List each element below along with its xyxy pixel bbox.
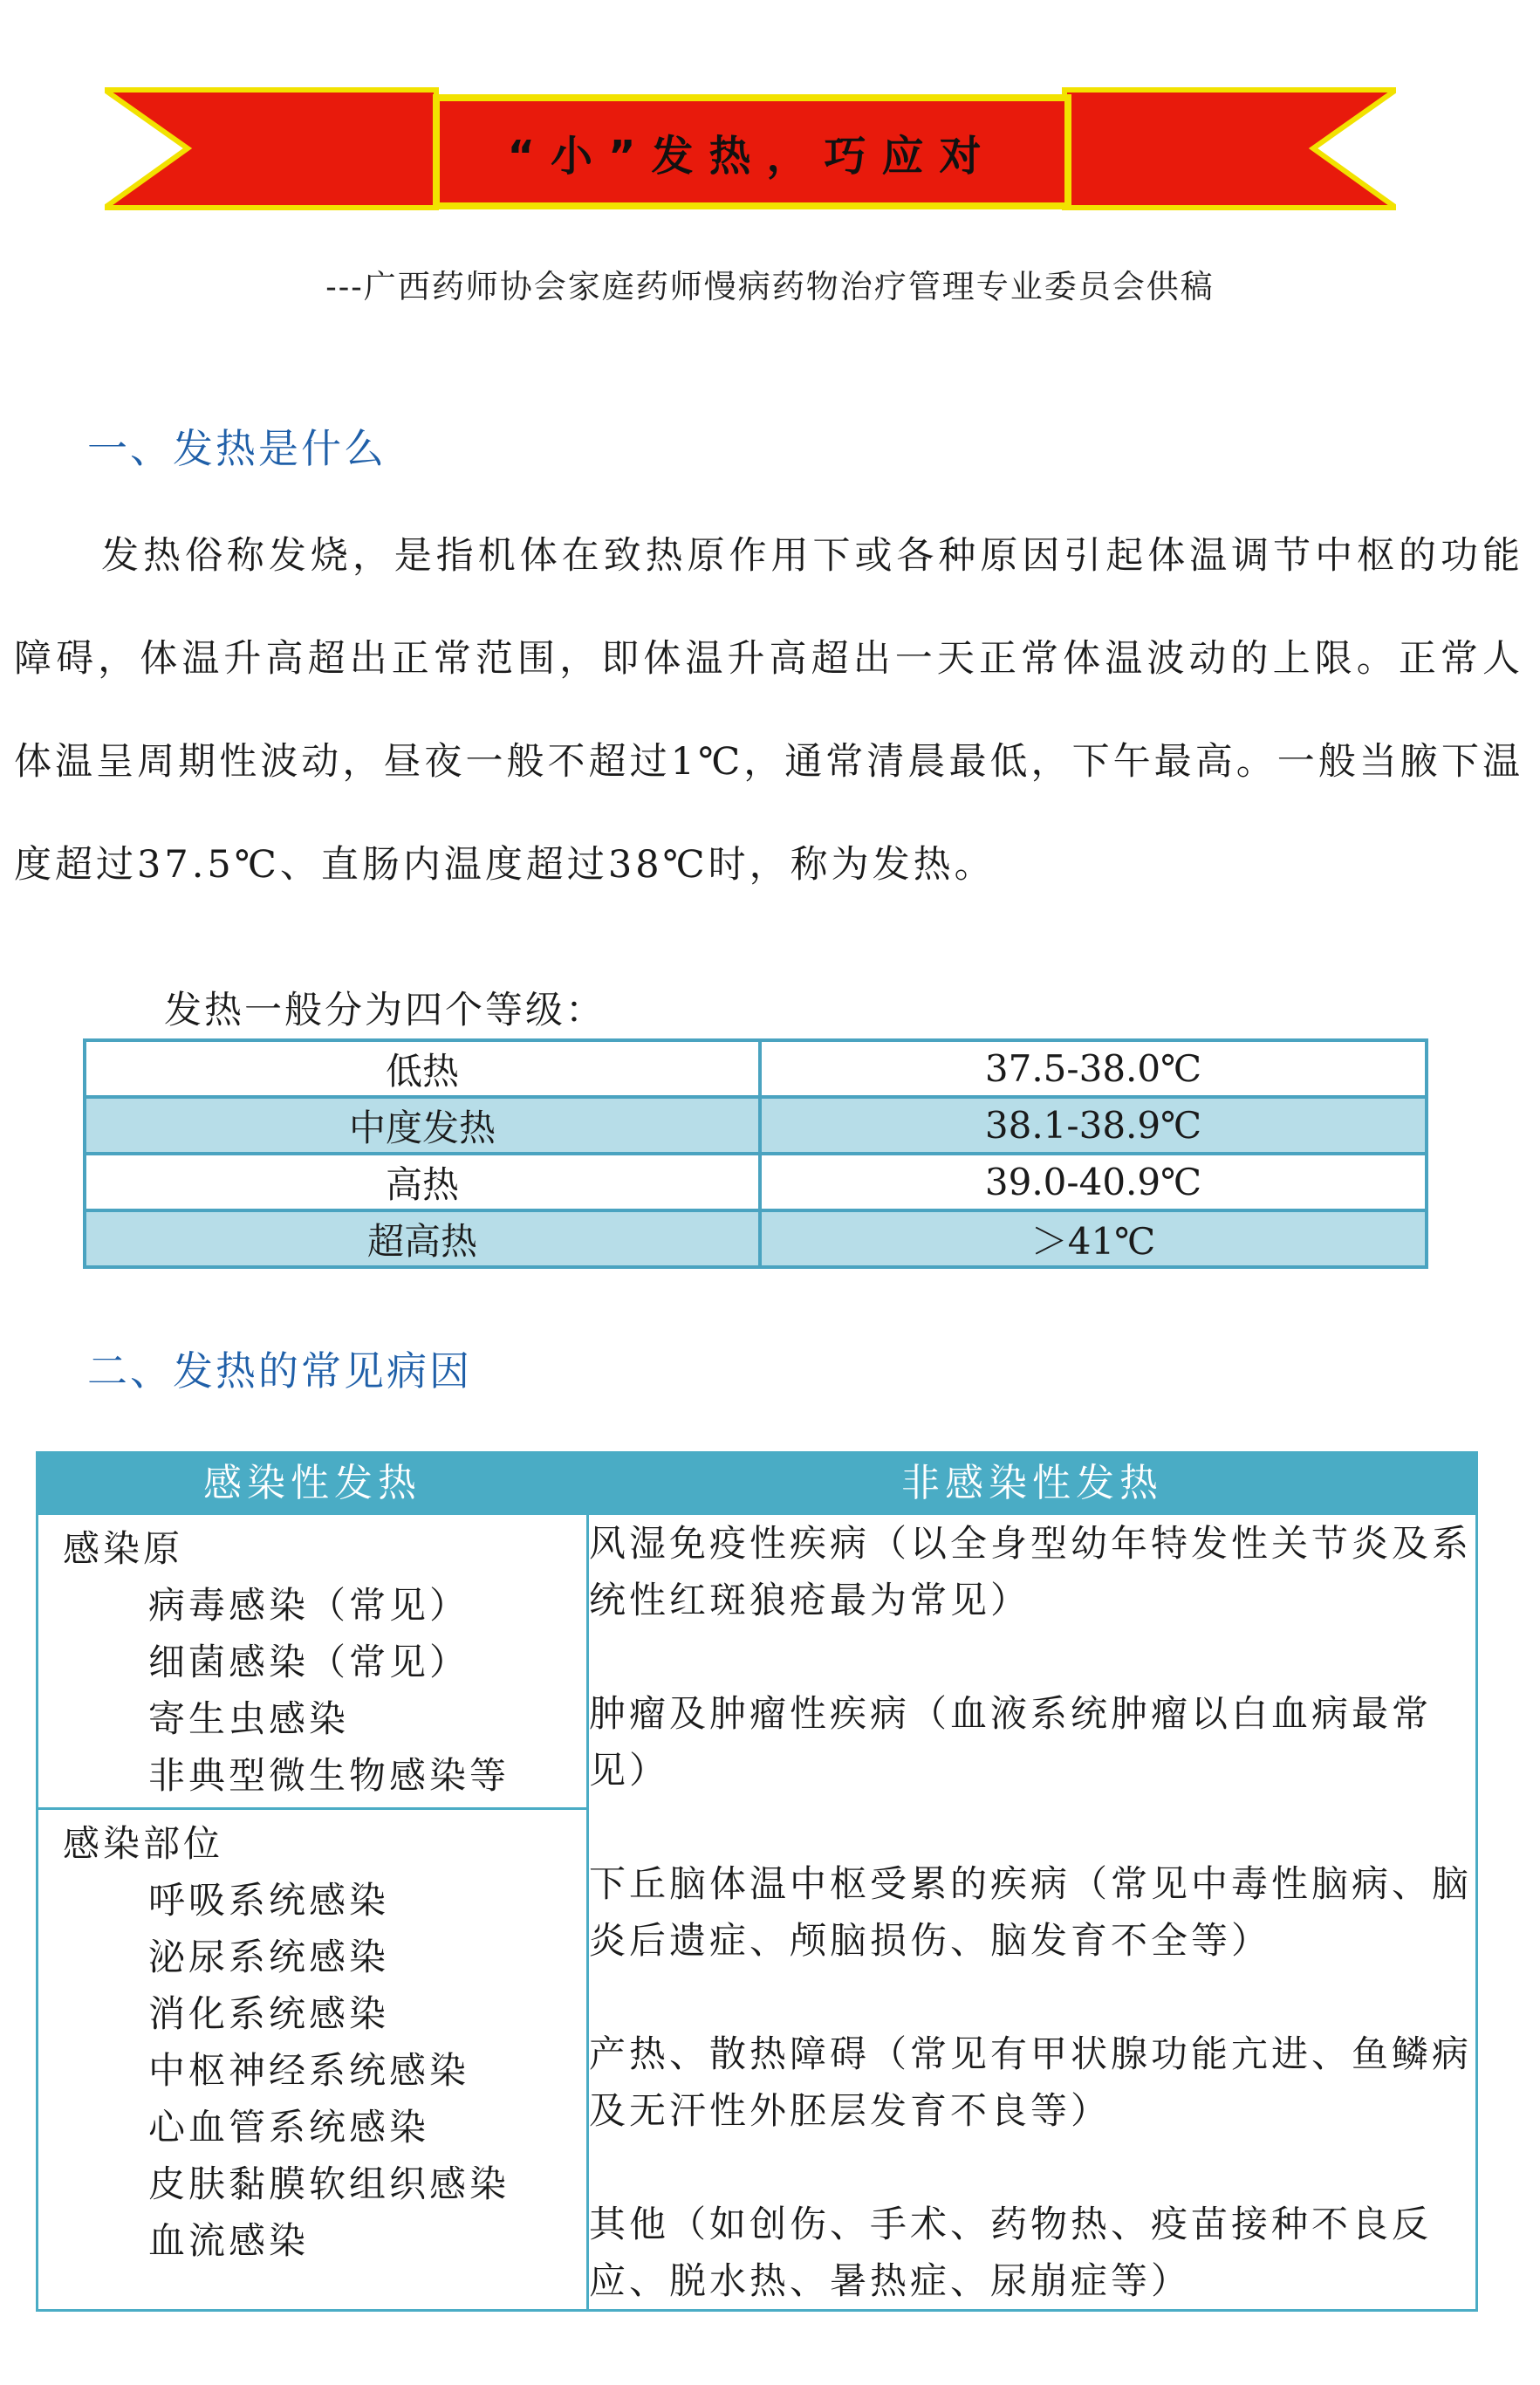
level-name: 中度发热 <box>85 1097 760 1154</box>
table-row <box>85 1097 1427 1154</box>
fever-levels-table <box>83 1038 1428 1269</box>
section1-heading: 一、发热是什么 <box>87 425 387 472</box>
list-item: 消化系统感染 <box>148 1992 390 2035</box>
ribbon-right-tail <box>1064 90 1396 208</box>
noninfectious-cell <box>588 1514 1477 2311</box>
list-item: 其他（如创伤、手术、药物热、疫苗接种不良反应、脱水热、暑热症、尿崩症等） <box>589 2203 1433 2302</box>
list-item: 下丘脑体温中枢受累的疾病（常见中毒性脑病、脑炎后遗症、颅脑损伤、脑发育不全等） <box>589 1862 1473 1962</box>
group-label: 感染部位 <box>63 1822 224 1865</box>
level-name: 高热 <box>85 1154 760 1210</box>
table-header-row <box>38 1453 1477 1514</box>
level-range: 37.5-38.0℃ <box>760 1040 1427 1097</box>
level-range: ＞41℃ <box>760 1210 1427 1267</box>
list-item: 风湿免疫性疾病（以全身型幼年特发性关节炎及系统性红斑狼疮最为常见） <box>589 1522 1473 1621</box>
sites-group <box>38 1810 586 2272</box>
list-item: 产热、散热障碍（常见有甲状腺功能亢进、鱼鳞病及无汗性外胚层发育不良等） <box>589 2032 1473 2132</box>
list-item: 非典型微生物感染等 <box>148 1754 510 1797</box>
level-range: 38.1-38.9℃ <box>760 1097 1427 1154</box>
levels-intro: 发热一般分为四个等级： <box>164 989 606 1032</box>
byline: ---广西药师协会家庭药师慢病药物治疗管理专业委员会供稿 <box>325 268 1215 305</box>
list-item: 心血管系统感染 <box>148 2106 430 2149</box>
level-range: 39.0-40.9℃ <box>760 1154 1427 1210</box>
list-item: 血流感染 <box>148 2219 310 2262</box>
page-title: “小”发热，巧应对 <box>507 131 997 181</box>
infectious-cell <box>38 1514 588 2311</box>
group-label: 感染原 <box>63 1527 184 1570</box>
pathogens-group <box>38 1515 586 1810</box>
level-name: 低热 <box>85 1040 760 1097</box>
table-row <box>38 1514 1477 2311</box>
ribbon-left-tail <box>105 90 436 208</box>
list-item: 中枢神经系统感染 <box>148 2049 470 2092</box>
fever-causes-table <box>36 1451 1478 2312</box>
list-item: 呼吸系统感染 <box>148 1879 390 1922</box>
list-item: 皮肤黏膜软组织感染 <box>148 2162 510 2205</box>
section1-paragraph: 发热俗称发烧，是指机体在致热原作用下或各种原因引起体温调节中枢的功能障碍，体温升高超出正常范围，即体温升高超出一天正常体温波动的上限。正常人体温呈周期性波动，昼夜一般不超过1℃，通常清晨最低，下午最高。一般当腋下温度超过37.5℃、直肠内温度超过38℃时，称为发热。 <box>14 534 1523 887</box>
table-row <box>85 1154 1427 1210</box>
list-item: 泌尿系统感染 <box>148 1936 390 1978</box>
list-item: 细菌感染（常见） <box>148 1641 470 1683</box>
col-header-infectious: 感染性发热 <box>38 1453 588 1514</box>
col-header-noninfectious: 非感染性发热 <box>588 1453 1477 1514</box>
level-name: 超高热 <box>85 1210 760 1267</box>
section2-heading: 二、发热的常见病因 <box>87 1347 472 1395</box>
list-item: 寄生虫感染 <box>148 1697 350 1740</box>
list-item: 病毒感染（常见） <box>148 1584 470 1627</box>
table-row <box>85 1040 1427 1097</box>
list-item: 肿瘤及肿瘤性疾病（血液系统肿瘤以白血病最常见） <box>589 1692 1433 1792</box>
table-row <box>85 1210 1427 1267</box>
